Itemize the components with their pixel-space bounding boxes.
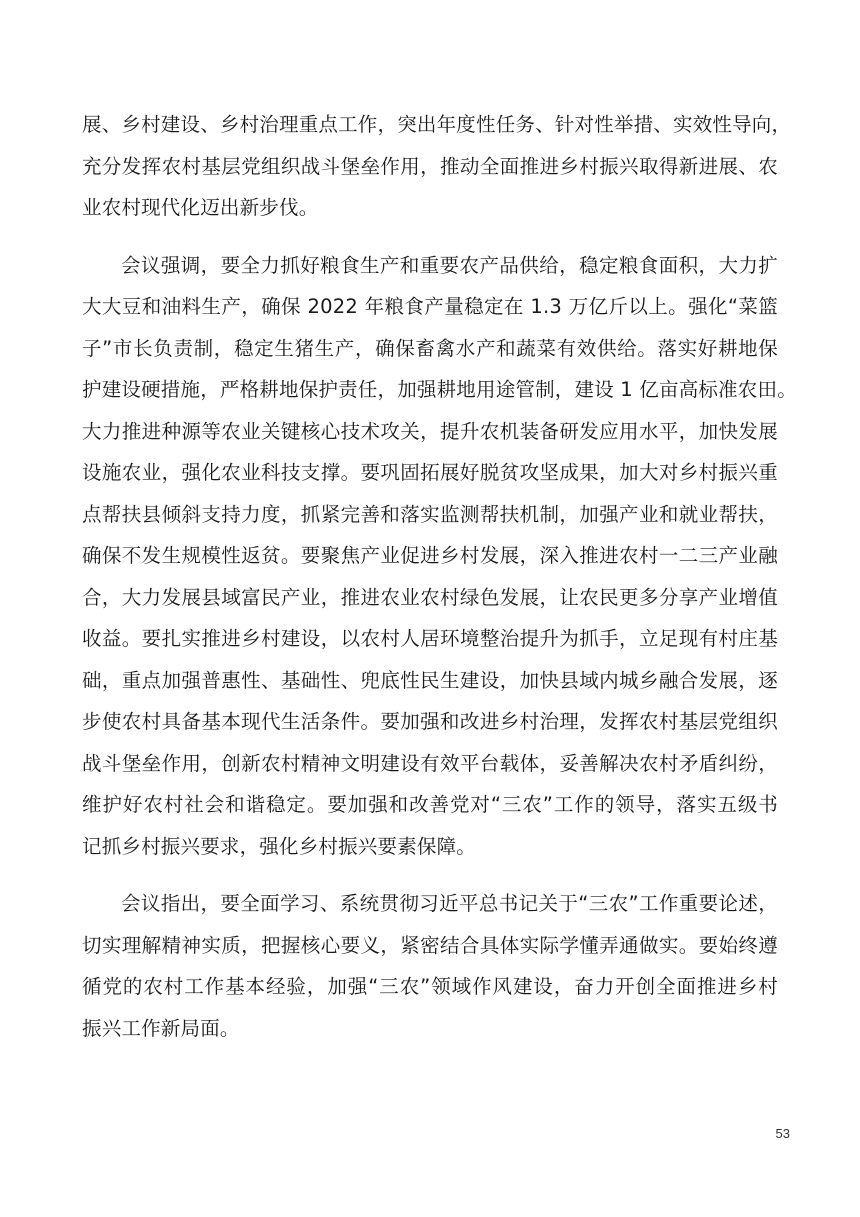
- text-line: 记抓乡村振兴要求，强化乡村振兴要素保障。: [82, 834, 477, 858]
- text-line: 战斗堡垒作用，创新农村精神文明建设有效平台载体，妥善解决农村矛盾纠纷，: [82, 751, 778, 775]
- text-line: 维护好农村社会和谐稳定。要加强和改善党对“三农”工作的领导，落实五级书: [82, 793, 778, 816]
- text-line: 大大豆和油料生产，确保 2022 年粮食产量稳定在 1.3 万亿斤以上。强化“菜篮: [82, 295, 778, 318]
- paragraph-1: [82, 104, 792, 229]
- paragraph-2: [82, 245, 797, 868]
- text-line: 收益。要扎实推进乡村建设，以农村人居环境整治提升为抓手，立足现有村庄基: [82, 627, 778, 650]
- text-line: 子”市长负责制，稳定生猪生产，确保畜禽水产和蔬菜有效供给。落实好耕地保: [82, 336, 778, 360]
- text-line: 点帮扶县倾斜支持力度，抓紧完善和落实监测帮扶机制，加强产业和就业帮扶，: [82, 502, 778, 526]
- paragraph-3: [82, 883, 778, 1049]
- text-line: 合，大力发展县域富民产业，推进农业农村绿色发展，让农民更多分享产业增值: [82, 585, 778, 609]
- page-number: 53: [775, 1126, 790, 1141]
- text-line: 确保不发生规模性返贫。要聚焦产业促进乡村发展，深入推进农村一二三产业融: [82, 544, 778, 567]
- text-line: 业农村现代化迈出新步伐。: [82, 196, 319, 219]
- text-line: 会议指出，要全面学习、系统贯彻习近平总书记关于“三农”工作重要论述，: [121, 892, 778, 915]
- text-line: 振兴工作新局面。: [82, 1016, 240, 1040]
- text-line: 护建设硬措施，严格耕地保护责任，加强耕地用途管制，建设 1 亿亩高标准农田。: [82, 378, 797, 401]
- text-line: 础，重点加强普惠性、基础性、兜底性民生建设，加快县域内城乡融合发展，逐: [82, 668, 778, 692]
- text-line: 切实理解精神实质，把握核心要义，紧密结合具体实际学懂弄通做实。要始终遵: [82, 933, 778, 957]
- text-line: 步使农村具备基本现代生活条件。要加强和改进乡村治理，发挥农村基层党组织: [82, 710, 778, 733]
- text-line: 充分发挥农村基层党组织战斗堡垒作用，推动全面推进乡村振兴取得新进展、农: [82, 154, 778, 178]
- text-line: 大力推进种源等农业关键核心技术攻关，提升农机装备研发应用水平，加快发展: [82, 419, 778, 443]
- text-line: 会议强调，要全力抓好粮食生产和重要农产品供给，稳定粮食面积，大力扩: [121, 253, 778, 277]
- text-line: 展、乡村建设、乡村治理重点工作，突出年度性任务、针对性举措、实效性导向，: [82, 113, 792, 136]
- text-line: 循党的农村工作基本经验，加强“三农”领域作风建设，奋力开创全面推进乡村: [82, 975, 778, 998]
- body-text: [82, 104, 797, 1065]
- text-line: 设施农业，强化农业科技支撑。要巩固拓展好脱贫攻坚成果，加大对乡村振兴重: [82, 461, 778, 484]
